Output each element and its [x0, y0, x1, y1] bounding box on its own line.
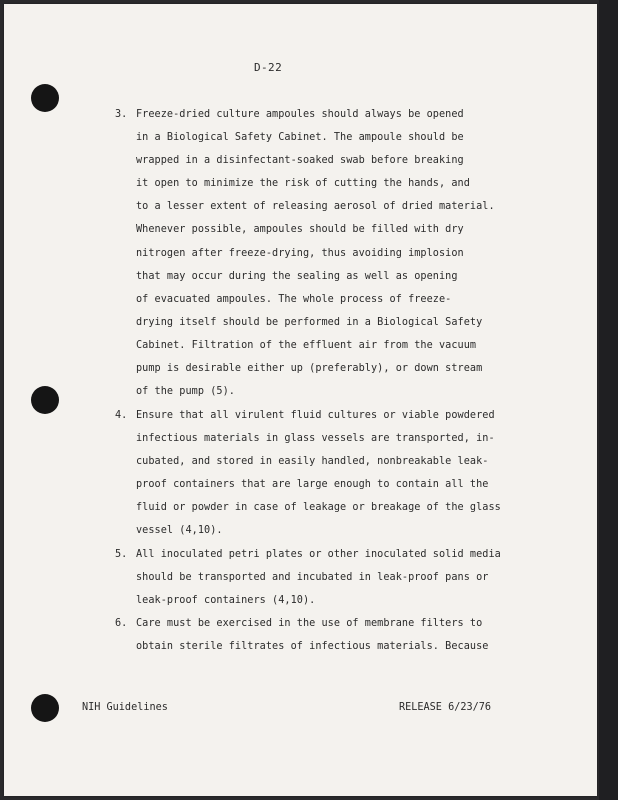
text-line: fluid or powder in case of leakage or breakage of the glass: [136, 502, 501, 514]
text-line: to a lesser extent of releasing aerosol of dried material.: [136, 201, 495, 213]
text-line: nitrogen after freeze-drying, thus avoiding implosion: [136, 247, 464, 259]
text-line: obtain sterile filtrates of infectious materials. Because: [136, 641, 489, 653]
page-number: D-22: [254, 61, 283, 74]
item-number: 5.: [115, 549, 128, 560]
text-line: Ensure that all virulent fluid cultures or viable powdered: [136, 410, 495, 421]
list-item-6: [115, 612, 489, 658]
text-line: pump is desirable either up (preferably), or down stream: [136, 363, 483, 375]
text-line: infectious materials in glass vessels are transported, in-: [136, 433, 495, 445]
text-line: proof containers that are large enough to contain all the: [136, 479, 489, 491]
text-line: wrapped in a disinfectant-soaked swab before breaking: [136, 155, 464, 167]
scan-border: [599, 0, 618, 800]
text-line: Freeze-dried culture ampoules should always be opened: [136, 109, 464, 120]
text-line: Whenever possible, ampoules should be filled with dry: [136, 224, 464, 236]
item-number: 6.: [115, 618, 128, 629]
list-item-5: [115, 543, 501, 612]
list-item-4: [115, 404, 501, 543]
text-line: of evacuated ampoules. The whole process of freeze-: [136, 293, 452, 305]
item-number: 4.: [115, 410, 128, 421]
text-line: leak-proof containers (4,10).: [136, 595, 316, 607]
text-line: cubated, and stored in easily handled, nonbreakable leak-: [136, 456, 489, 468]
text-line: of the pump (5).: [136, 386, 235, 398]
text-line: drying itself should be performed in a Biological Safety: [136, 316, 483, 328]
punch-hole-bottom: [31, 694, 59, 722]
text-line: that may occur during the sealing as well as opening: [136, 270, 458, 282]
punch-hole-top: [31, 84, 59, 112]
text-line: should be transported and incubated in leak-proof pans or: [136, 572, 489, 584]
text-line: Care must be exercised in the use of membrane filters to: [136, 618, 483, 629]
text-line: in a Biological Safety Cabinet. The ampoule should be: [136, 132, 464, 144]
footer-release: RELEASE 6/23/76: [399, 702, 492, 713]
text-line: All inoculated petri plates or other inoculated solid media: [136, 549, 501, 560]
footer-source: NIH Guidelines: [82, 702, 168, 713]
document-page: [4, 4, 597, 796]
punch-hole-middle: [31, 386, 59, 414]
text-line: vessel (4,10).: [136, 525, 223, 537]
item-number: 3.: [115, 109, 128, 120]
text-line: it open to minimize the risk of cutting the hands, and: [136, 178, 470, 190]
list-item-3: [115, 103, 495, 403]
text-line: Cabinet. Filtration of the effluent air from the vacuum: [136, 339, 477, 351]
